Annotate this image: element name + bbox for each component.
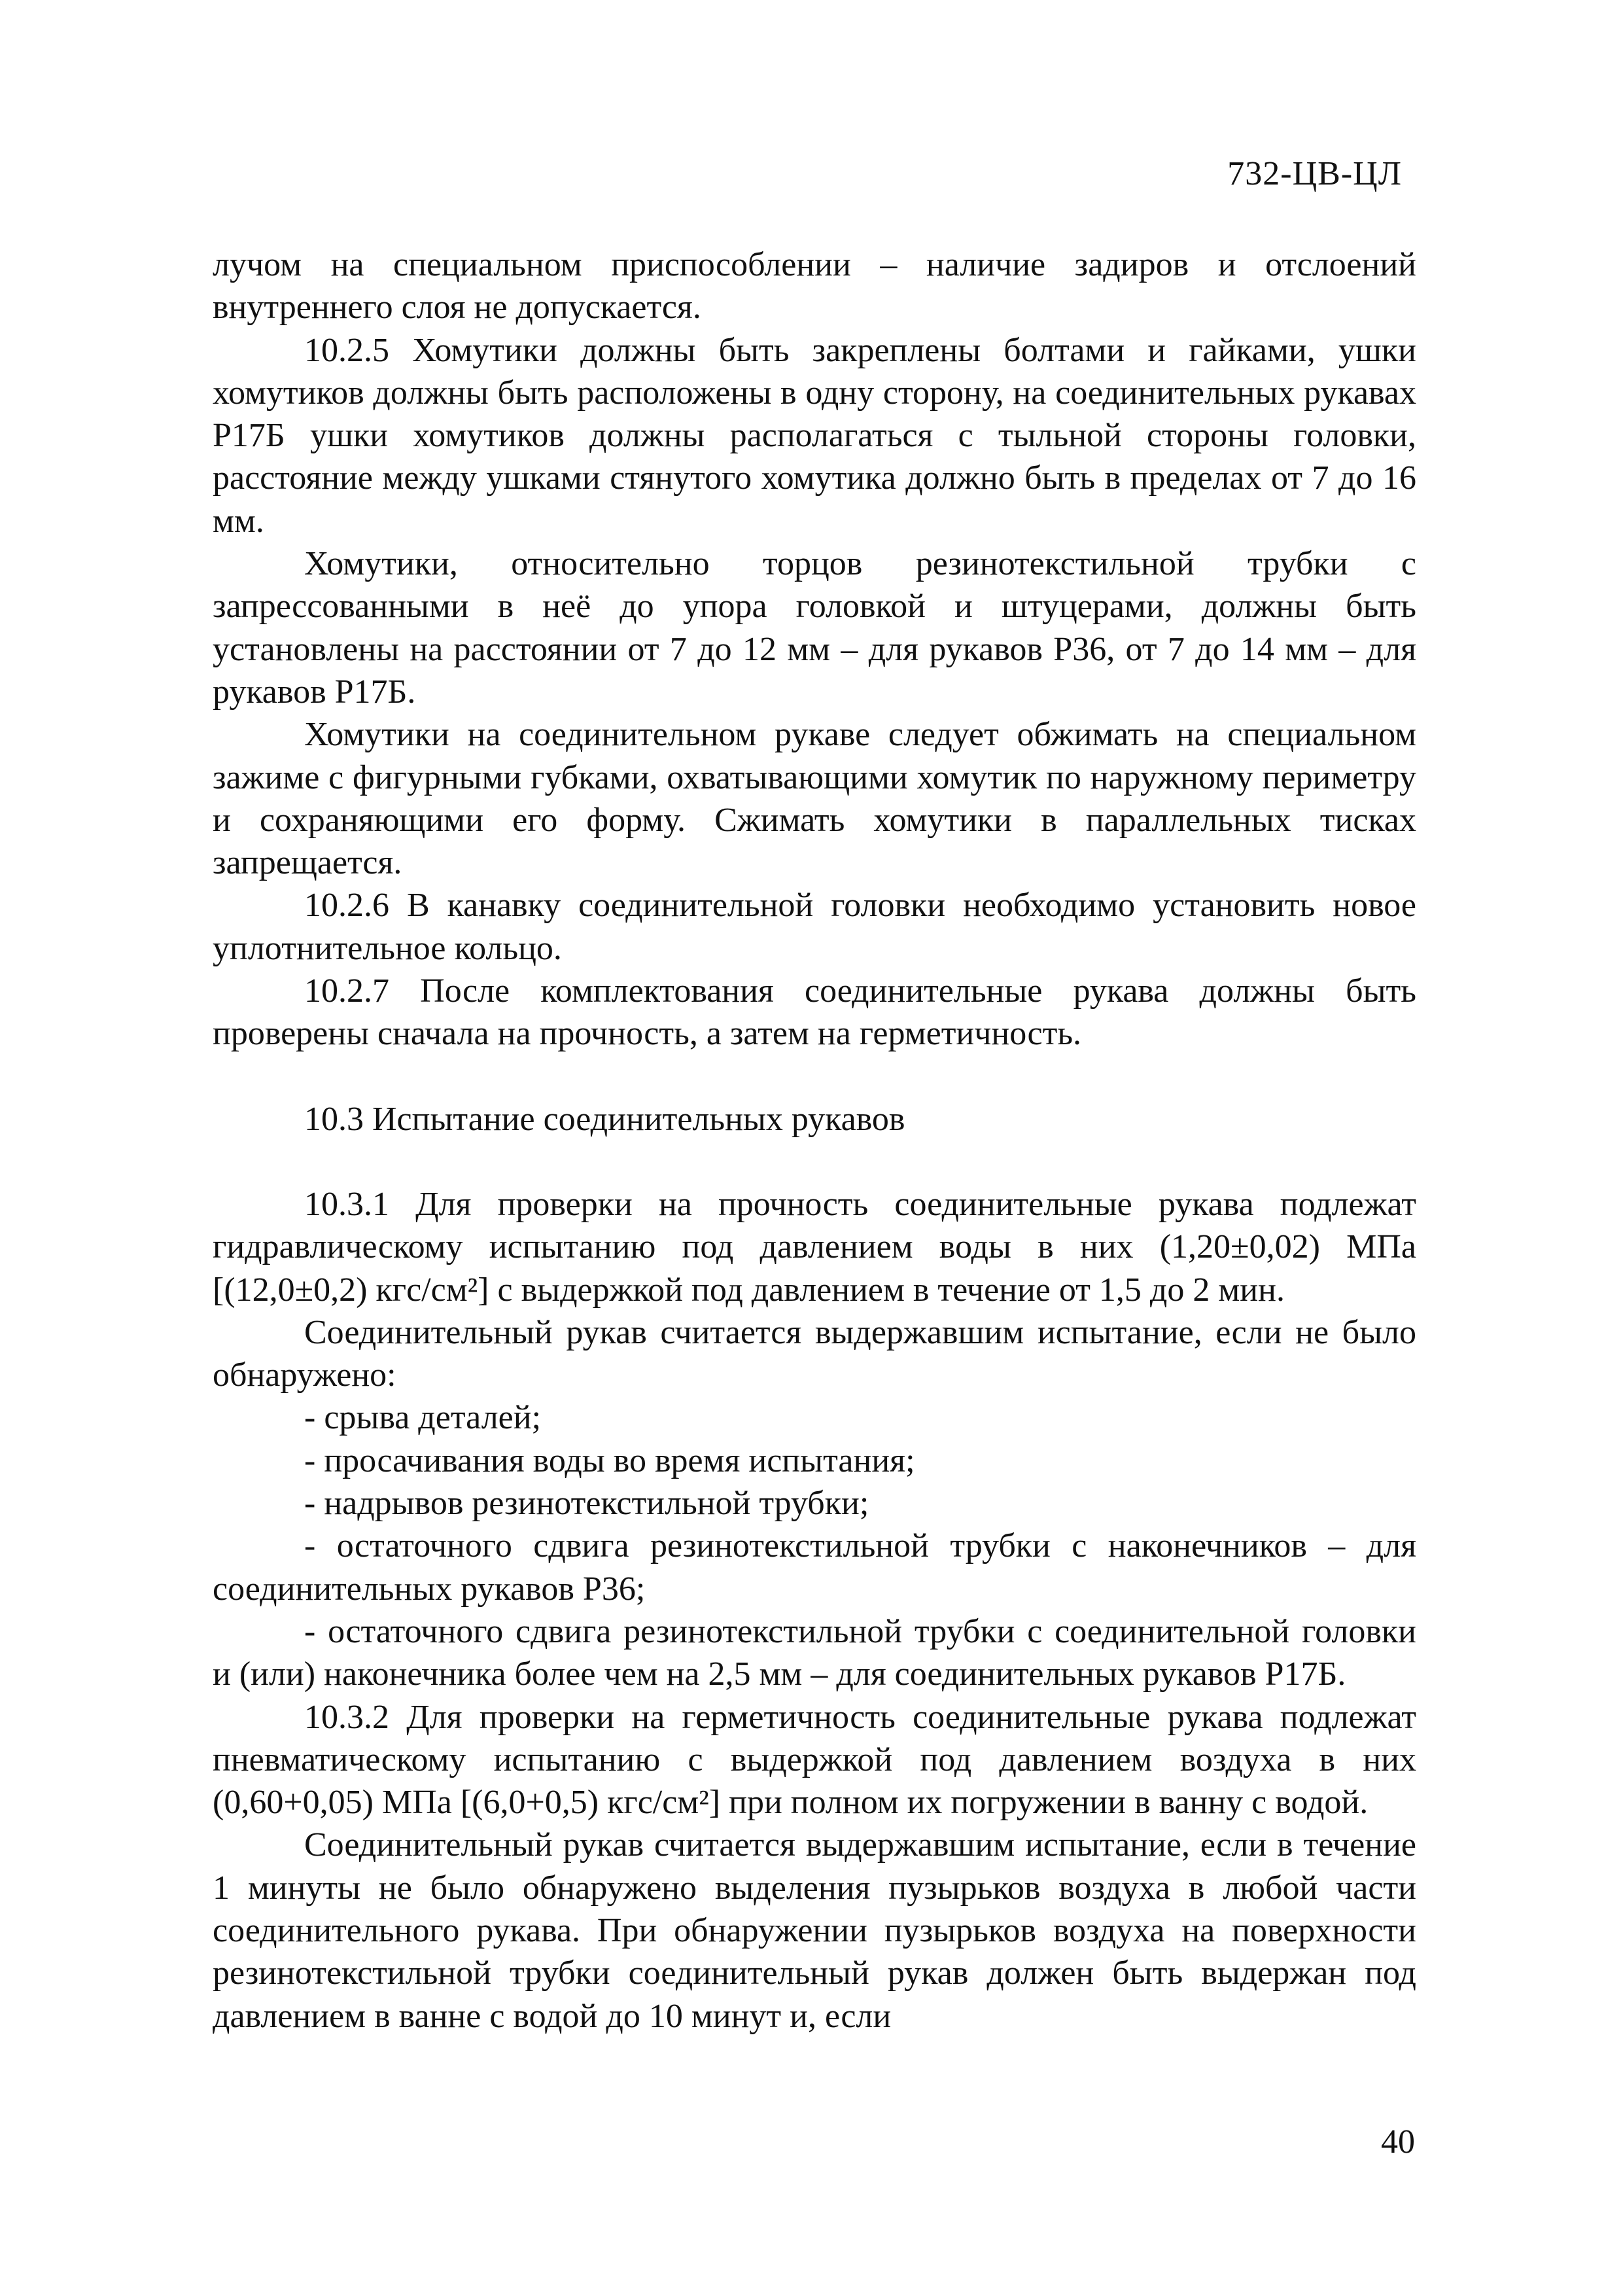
document-body: [213, 243, 1416, 2038]
list-item: - надрывов резинотекстильной трубки;: [304, 1485, 869, 1523]
paragraph-10-3-1: 10.3.1 Для проверки на прочность соединительные рукава подлежат гидравлическому испытанию под давлением воды в них (1,20±0,02) МПа [(12,0±0,2) кгс/см²] с выдержкой под давлением в течение от 1,5 до 2 мин.: [213, 1185, 1416, 1309]
paragraph: Соединительный рукав считается выдержавшим испытание, если в течение 1 минуты не было обнаружено выделения пузырьков воздуха в любой части соединительного рукава. При обнаружении пузырьков воздуха на поверхности резинотекстильной трубки соединительный рукав должен быть выдержан под давлением в ванне с водой до 10 минут и, если: [213, 1826, 1416, 2035]
paragraph: Хомутики на соединительном рукаве следует обжимать на специальном зажиме с фигурными губками, охватывающими хомутик по наружному периметру и сохраняющими его форму. Сжимать хомутики в параллельных тисках запрещается.: [213, 716, 1416, 882]
list-item: - просачивания воды во время испытания;: [304, 1441, 915, 1479]
paragraph: лучом на специальном приспособлении – наличие задиров и отслоений внутреннего слоя не допускается.: [213, 246, 1416, 327]
paragraph: Соединительный рукав считается выдержавшим испытание, если не было обнаружено:: [213, 1313, 1416, 1394]
page-number: 40: [1381, 2123, 1415, 2161]
document-code: 732-ЦВ-ЦЛ: [1227, 155, 1402, 192]
paragraph-10-2-7: 10.2.7 После комплектования соединительные рукава должны быть проверены сначала на прочность, а затем на герметичность.: [213, 972, 1416, 1053]
paragraph-10-2-5: 10.2.5 Хомутики должны быть закреплены болтами и гайками, ушки хомутиков должны быть расположены в одну сторону, на соединительных рукавах Р17Б ушки хомутиков должны располагаться с тыльной стороны головки, расстояние между ушками стянутого хомутика должно быть в пределах от 7 до 16 мм.: [213, 331, 1416, 540]
section-heading-10-3: 10.3 Испытание соединительных рукавов: [304, 1100, 905, 1138]
paragraph-10-2-6: 10.2.6 В канавку соединительной головки необходимо установить новое уплотнительное кольцо.: [213, 887, 1416, 967]
list-item: - срыва деталей;: [304, 1399, 542, 1437]
paragraph: Хомутики, относительно торцов резинотекстильной трубки с запрессованными в неё до упора головкой и штуцерами, должны быть установлены на расстоянии от 7 до 12 мм – для рукавов Р36, от 7 до 14 мм – для рукавов Р17Б.: [213, 545, 1416, 711]
list-item: - остаточного сдвига резинотекстильной трубки с соединительной головки и (или) наконечника более чем на 2,5 мм – для соединительных рукавов Р17Б.: [213, 1612, 1416, 1693]
list-item: - остаточного сдвига резинотекстильной трубки с наконечников – для соединительных рукавов Р36;: [213, 1527, 1416, 1608]
paragraph-10-3-2: 10.3.2 Для проверки на герметичность соединительные рукава подлежат пневматическому испытанию с выдержкой под давлением воздуха в них (0,60+0,05) МПа [(6,0+0,5) кгс/см²] при полном их погружении в ванну с водой.: [213, 1698, 1416, 1822]
